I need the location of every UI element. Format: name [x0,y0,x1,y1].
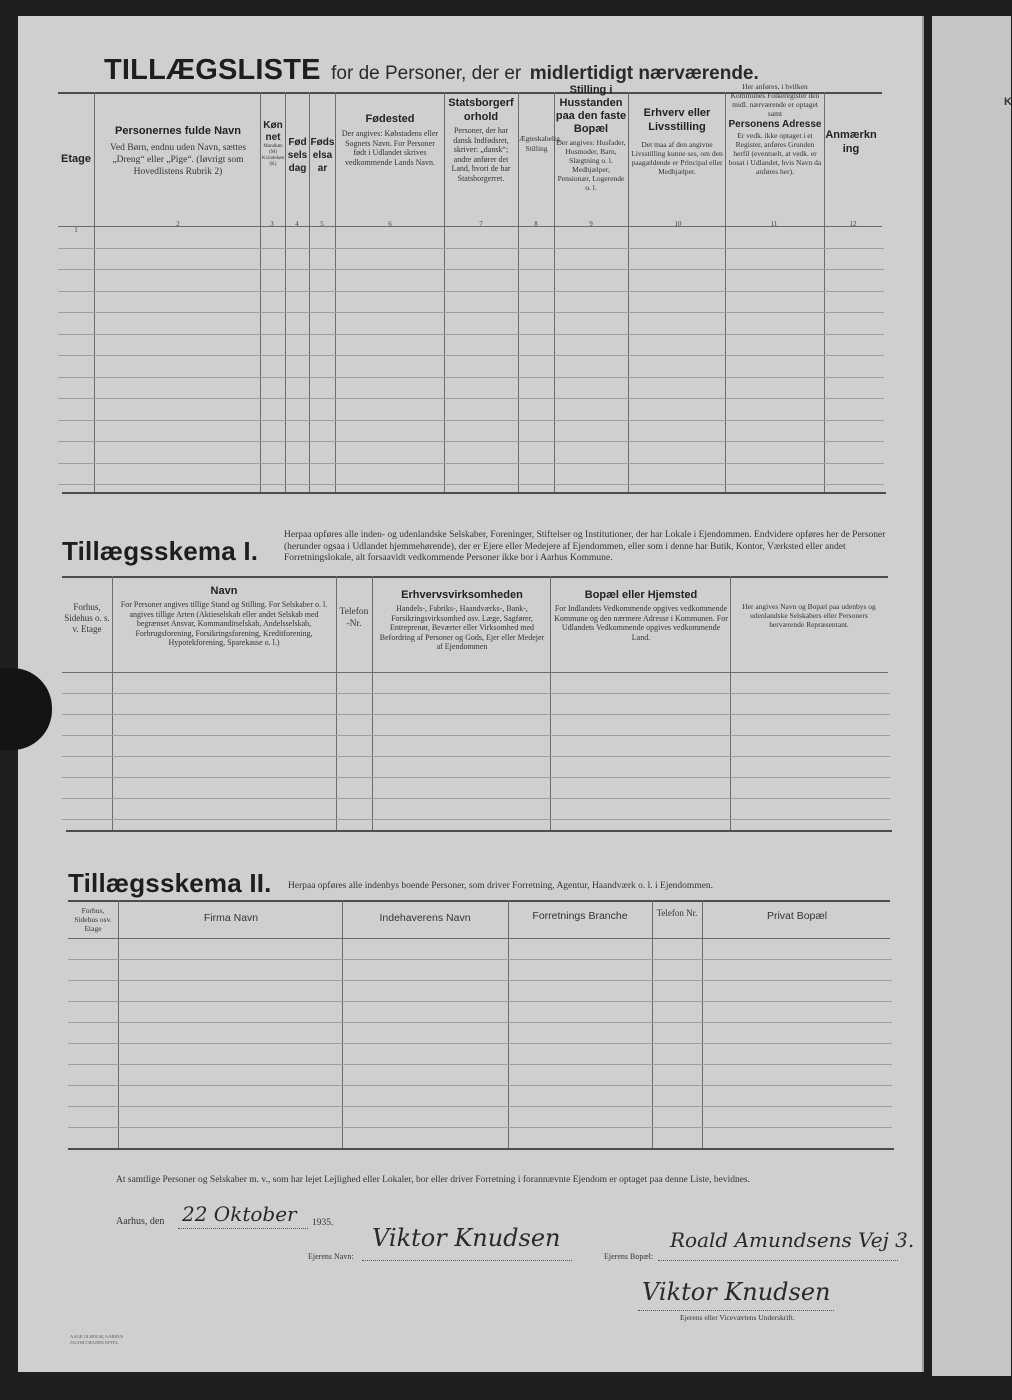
ruled-row-line [62,756,890,757]
ruled-row-line [68,980,892,981]
owner-name-line [362,1260,572,1261]
col-divider [118,900,119,1148]
schema2-title: Tillægsskema II. [68,868,272,898]
main-table-bottom [62,492,886,494]
col-divider [372,576,373,830]
s2-col-etage: Forhus, Sidehus osv. Etage [74,906,112,933]
ruled-row-line [68,1085,892,1086]
col-divider [335,92,336,492]
adjacent-page [932,16,1011,1376]
ruled-row-line [62,714,890,715]
ruled-row-line [58,269,884,270]
col-divider [652,900,653,1148]
s1-col-etage: Forhus, Sidehus o. s. v. Etage [64,602,110,634]
col-num: 9 [589,220,593,228]
ruled-row-line [58,312,884,313]
col-divider [725,92,726,492]
s1-col-repraesentant: Her angives Navn og Bopæl paa udenbys og udenlandske Selskabers eller Personers herværende Repræsentant. [742,602,876,629]
ruled-row-line [58,441,884,442]
ruled-row-line [62,798,890,799]
schema1-table-top [62,576,888,578]
year: 1935. [312,1218,334,1228]
s1-col-telefon: Telefon-Nr. [339,607,369,629]
s1-col-navn: Navn For Personer angives tillige Stand og Stilling. For Selskaber o. l. angives tillige Arten (Aktieselskab eller andet Selskab med begrænset Ansvar, Kommanditselskab, Andelsselskab, Forbrugsforening, Forsikringsforening, Kreditforening, Hypotekforening, Sparekasse o. l.) [120,585,328,647]
col-divider [702,900,703,1148]
col-header-foedselsaar: Fødselsaar [310,137,335,174]
col-num: 8 [534,220,538,228]
ruled-row-line [68,959,892,960]
col-num: 11 [770,220,778,228]
owner-name-label: Ejerens Navn: [308,1252,354,1261]
signature-label: Ejerens eller Viceværtens Underskrift. [680,1313,795,1322]
signature-line [638,1310,834,1311]
date-handwritten: 22 Oktober [182,1202,297,1226]
s2-col-firma: Firma Navn [203,912,259,924]
col-num: 6 [388,220,392,228]
col-divider [336,576,337,830]
attest-text: At samtlige Personer og Selskaber m. v., som har lejet Lejlighed eller Lokaler, bor eller driver Forretning i forannævnte Ejendom er optaget paa denne Liste, bevidnes. [116,1175,750,1185]
ruled-row-line [62,693,890,694]
owner-address-handwritten: Roald Amundsens Vej 3. [670,1228,915,1252]
col-divider [112,576,113,830]
ruled-row-line [58,291,884,292]
schema1-table-bottom [66,830,892,832]
col-header-aegteskabelig: Ægteskabelig Stilling [519,134,560,153]
col-divider [628,92,629,492]
ruled-row-line [58,248,884,249]
col-num: 4 [295,220,299,228]
schema2-header-bottom [68,938,890,939]
ruled-row-line [68,1127,892,1128]
ruled-row-line [58,463,884,464]
ruled-row-line [58,334,884,335]
col-header-foedselsdag: Fødselsdag [287,137,308,174]
col-header-koen: Kønnet Mandkøn (M) Kvindekøn (K) [261,120,285,167]
ruled-row-line [68,1106,892,1107]
col-num: 10 [674,220,682,228]
col-header-adresse: Her anføres, i hvilken Kommunes Folkeregister den midl. nærværende er optaget samt Personens Adresse Er vedk. ikke optaget i et Register, anføres Grunden herfil (eventuelt, at vedk. er bosat i Udlandet, hvis Navn da anføres her). [728,82,822,176]
s2-col-telefon: Telefon Nr. [656,908,698,918]
col-divider [508,900,509,1148]
col-divider [342,900,343,1148]
col-num: 3 [270,220,274,228]
ruled-row-line [58,398,884,399]
adjacent-page-letter: K [1004,96,1012,108]
s2-col-branche: Forretnings Branche [532,910,628,922]
ruled-row-line [68,1022,892,1023]
col-header-foedested: Fødested Der angives: Købstadens eller Sognets Navn. For Personer født i Udlandet skrives vedkommende Lands Navn. [341,113,439,167]
schema1-header-bottom [62,672,888,673]
col-divider [444,92,445,492]
s2-col-indehaver: Indehaverens Navn [379,912,471,924]
col-num: 2 [176,220,180,228]
ruled-row-line [58,420,884,421]
col-num: 7 [479,220,483,228]
col-header-stilling: Stilling i Husstanden paa den faste Bopæl Der angives: Husfader, Husmoder, Barn, Slægtning o. l. Medhjælper, Pensionær, Logerende o. l. [555,84,627,192]
ruled-row-line [62,735,890,736]
schema2-table-bottom [68,1148,894,1150]
schema2-table-top [68,900,890,902]
ruled-row-line [62,819,890,820]
date-line [178,1228,308,1229]
ruled-row-line [58,377,884,378]
ruled-row-line [62,777,890,778]
owner-address-label: Ejerens Bopæl: [604,1252,654,1261]
col-num: 5 [320,220,324,228]
schema1-title: Tillægsskema I. [62,536,259,566]
ruled-row-line [58,484,884,485]
col-header-statsborger: Statsborgerforhold Personer, der har dansk Indfødsret, skriver: „dansk“; andre anfører det Land, hvori de har Statsborgerret. [448,97,514,183]
col-header-name: Personernes fulde Navn Ved Børn, endnu uden Navn, sættes „Dreng“ eller „Pige“. (Iøvrigt som Hovedlistens Rubrik 2) [110,125,246,177]
ruled-row-line [68,1043,892,1044]
col-header-erhverv: Erhverv eller Livsstilling Det maa af den angivne Livsstilling kunne ses, om den paagældende er Principal eller Medhjælper. [631,107,723,176]
owner-name-handwritten: Viktor Knudsen [372,1224,561,1252]
col-divider [730,576,731,830]
s2-col-privat: Privat Bopæl [766,910,828,922]
printer-mark: AAGE OLHOLM, AARHUS JACOB CHANDS EFTFL. [70,1334,124,1345]
schema2-intro: Herpaa opføres alle indenbys boende Personer, som driver Forretning, Agentur, Haandværk o. l. i Ejendommen. [288,881,714,891]
col-divider [550,576,551,830]
col-num: 12 [849,220,857,228]
col-num: 1 [74,226,78,234]
s1-col-erhverv: Erhvervsvirksomheden Handels-, Fabriks-, Haandværks-, Bank-, Forsikringsvirksomhed osv. Læge, Sagfører, Entreprenør, Beværter eller Virksomhed med Befordring af Personer og Gods, Ejer eller Medejer af Ejendommen [379,589,545,651]
col-header-etage: Etage [61,153,91,165]
signature-handwritten: Viktor Knudsen [642,1278,831,1306]
page-title: TILLÆGSLISTE for de Personer, der er midlertidigt nærværende. [104,54,759,86]
col-divider [94,92,95,492]
schema1-intro: Herpaa opføres alle inden- og udenlandske Selskaber, Foreninger, Stiftelser og Institutioner, der har Lokale i Ejendommen. Endvidere opføres her de Personer (herunder ogsaa i Udlandet hjemmehørende), der er Ejere eller Medejere af Ejendommen, eller som i denne har Butik, Kontor, Værksted eller andet Forretningslokale, alt forsaavidt vedkommende Personer ikke bor i Aarhus Kommune. [284,530,886,563]
city-label: Aarhus, den [116,1216,165,1227]
ruled-row-line [68,1064,892,1065]
owner-address-line [658,1260,898,1261]
ruled-row-line [58,355,884,356]
ruled-row-line [68,1001,892,1002]
col-header-anmaerkning: Anmærkning [825,129,877,155]
s1-col-bopael: Bopæl eller Hjemsted For Indlandets Vedkommende opgives vedkommende Kommune og den nærmere Adresse i Kommunen. For Udlandets Vedkommende opgives vedkommende Land. [554,589,728,642]
form-page [18,16,924,1372]
